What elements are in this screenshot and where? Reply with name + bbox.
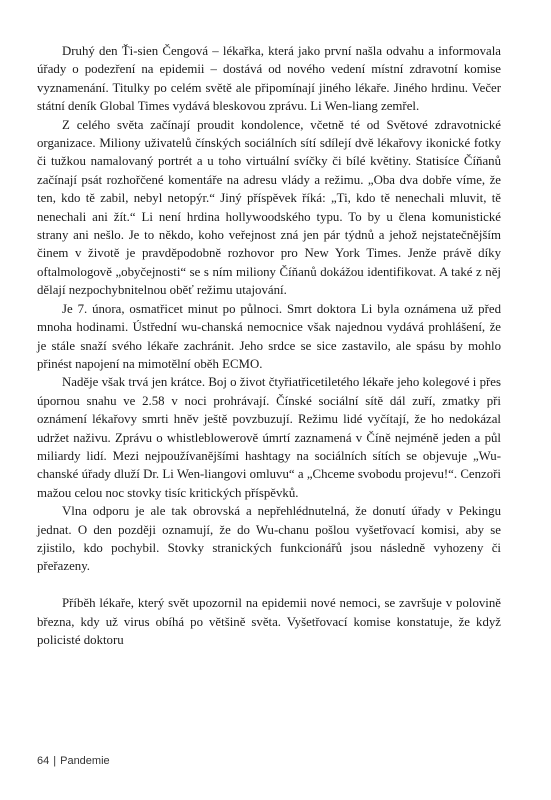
running-title: Pandemie <box>60 755 110 767</box>
paragraph-5: Vlna odporu je ale tak obrovská a nepřehlédnutelná, že donutí úřady v Pekingu jednat. O den později oznamují, že do Wu-chanu pošlou vyšetřovací komisi, aby se zjistilo, kdo pochybil. Stovky stranických funkcionářů jsou následně vyhozeny či přeřazeny. <box>37 504 501 574</box>
paragraph-1: Druhý den Ťi-sien Čengová – lékařka, která jako první našla odvahu a informovala úřady o podezření na epidemii – dostává od nového vedení místní zdravotní komise vyznamenání. Titulky po celém světě ale připomínají jiného lékaře. Jiného hrdinu. Večer státní deník Global Times vydává bleskovou zprávu. Li Wen-liang zemřel. <box>37 44 501 114</box>
page-number: 64 <box>37 755 50 767</box>
body-text <box>37 42 501 649</box>
footer-separator: | <box>53 755 57 767</box>
paragraph-6: Příběh lékaře, který svět upozornil na epidemii nové nemoci, se završuje v polovině března, kdy už virus obíhá po většině světa. Vyšetřovací komise konstatuje, že když policisté doktoru <box>37 596 501 647</box>
paragraph-4: Naděje však trvá jen krátce. Boj o život čtyřiatřicetiletého lékaře jeho kolegové i přes úpornou snahu ve 2.58 v noci prohrávají. Čínské sociální sítě dál zuří, zmatky při oznámení lékařovy smrti hněv ještě povzbuzují. Režimu lidé vyčítají, že ho nedokázal udržet naživu. Zprávu o whistleblowerově úmrtí zaznamená v Číně nejméně jeden a půl miliardy lidí. Mezi nejpoužívanějšími hashtagy na sociálních sítích se objevuje „Wu-chanské úřady dluží Dr. Li Wen-liangovi omluvu“ a „Chceme svobodu projevu!“. Cenzoři mažou celou noc stovky tisíc kritických příspěvků. <box>37 375 501 500</box>
page-footer <box>37 755 110 767</box>
paragraph-2: Z celého světa začínají proudit kondolence, včetně té od Světové zdravotnické organizace. Miliony uživatelů čínských sociálních sítí sdílejí dvě lékařovy ikonické fotky či tužkou namalovaný portrét a u toho virtuální svíčky či bílé květiny. Statisíce Číňanů začínají psát rozhořčené komentáře na adresu vlády a režimu. „Oba dva dobře víme, že ten, kdo tě zabil, nebyl netopýr.“ Jiný příspěvek říká: „Ti, kdo tě nenechali mluvit, tě nenechali ani žít.“ Li není hrdina hollywoodského typu. To by u člena komunistické strany ani nešlo. Je to někdo, koho veřejnost zná jen pár týdnů a jehož nejstatečnějším činem v životě je pravděpodobně rozhovor pro New York Times. Jenže právě díky oftalmologově „obyčejnosti“ se s ním miliony Číňanů dokážou identifikovat. A také z něj dělají nezpochybnitelnou oběť režimu utajování. <box>37 117 501 298</box>
paragraph-3: Je 7. února, osmatřicet minut po půlnoci. Smrt doktora Li byla oznámena už před mnoha hodinami. Ústřední wu-chanská nemocnice však najednou vydává prohlášení, že je stále snaží svého lékaře zachránit. Jeho srdce se sice zastavilo, ale spásu by mohlo přinést napojení na mimotělní oběh ECMO. <box>37 301 501 371</box>
